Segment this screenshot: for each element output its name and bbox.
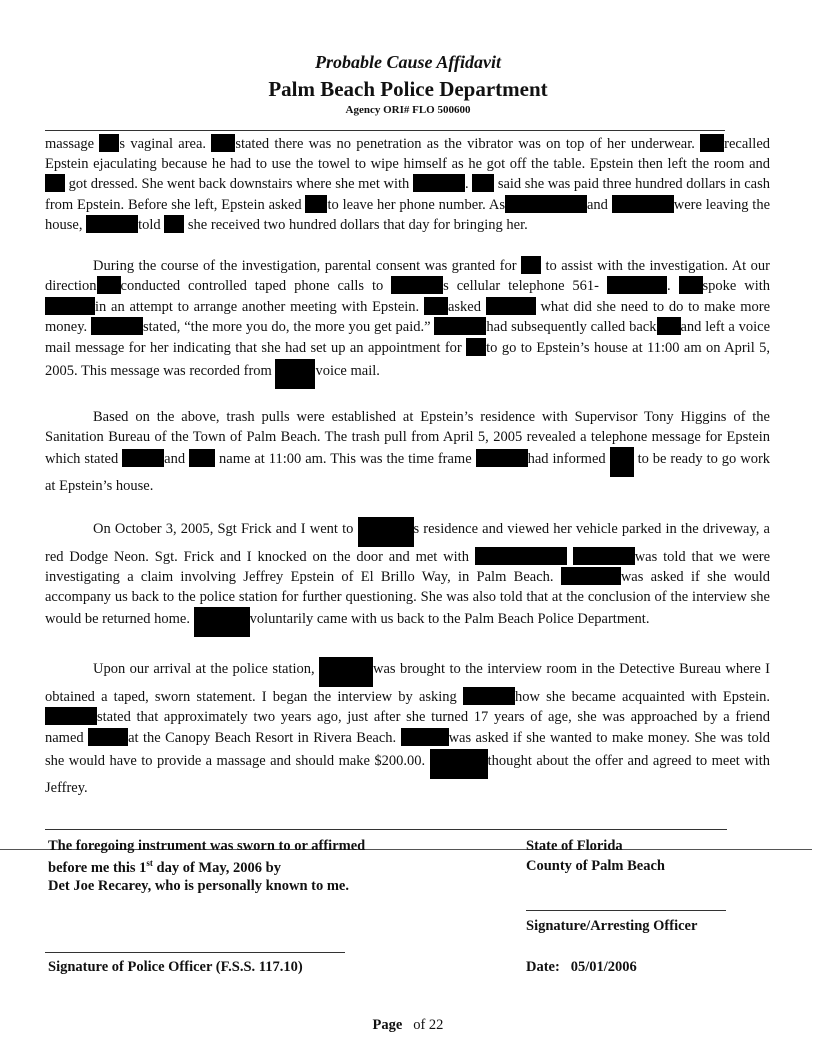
redaction-block [189, 449, 215, 467]
redaction-block [122, 449, 164, 467]
redaction-block [211, 134, 235, 152]
text-segment: was told that we were investigating a claim involving Jeffrey Epstein of El Brillo Way, in Palm Beach. [45, 548, 771, 586]
redaction-block [463, 687, 515, 705]
arresting-officer-signature-label: Signature/Arresting Officer [526, 918, 698, 934]
redaction-block [424, 297, 448, 315]
redaction-block [657, 317, 681, 335]
redaction-block [319, 657, 373, 687]
redaction-block [45, 297, 95, 315]
paragraph-1 [45, 134, 770, 236]
text-segment: to go to Epstein’s house at 11:00 am on April 5, 2005. This message was recorded from [45, 339, 771, 379]
text-segment: and left a voice mail message for her indicating that she had set up an appointment for [45, 319, 771, 356]
department-name: Palm Beach Police Department [268, 77, 548, 101]
jurat-top-rule [45, 829, 727, 830]
redaction-block [472, 174, 494, 192]
header-rule [45, 130, 725, 131]
text-segment: got dressed. She went back downstairs where she met with [68, 176, 410, 193]
redaction-block [505, 195, 587, 213]
text-segment: Based on the above, trash pulls were established at Epstein’s residence with Supervisor Tony Higgins of the Sanitation Bureau of the Town of Palm Beach. The trash pull from April 5, 2005 revealed a telephone message for Epstein which stated [45, 409, 770, 468]
agency-ori: Agency ORI# FLO 500600 [345, 104, 471, 116]
redaction-block [86, 215, 138, 233]
text-segment: Upon our arrival at the police station, [93, 660, 315, 677]
redaction-block [358, 517, 414, 547]
page-number [0, 1017, 816, 1034]
redaction-block [607, 276, 667, 294]
text-segment: at the Canopy Beach Resort in Rivera Beach. [128, 730, 397, 747]
redaction-block [610, 447, 634, 477]
text-segment: to assist with the investigation. At our direction [45, 257, 771, 295]
text-segment: she received two hundred dollars that day for bringing her. [187, 217, 528, 234]
text-segment: massage [45, 136, 95, 152]
state-label: State of Florida [526, 838, 623, 854]
redaction-block [573, 547, 635, 565]
text-segment: was asked if she wanted to make money. She was told she would have to provide a massage and should make $200.00. [45, 730, 771, 769]
paragraph-2 [45, 256, 770, 389]
text-segment: thought about the offer and agreed to meet with Jeffrey. [45, 752, 771, 796]
redaction-block [99, 134, 119, 152]
date-field [526, 959, 637, 976]
paragraph-5 [45, 657, 770, 798]
redaction-block [486, 297, 536, 315]
date-label: Date: [526, 959, 560, 975]
jurat-line-1: The foregoing instrument was sworn to or affirmed [48, 838, 366, 854]
text-segment: and [164, 451, 186, 468]
redaction-block [45, 174, 65, 192]
police-signature-line [45, 952, 345, 953]
text-segment: stated that approximately two years ago, just after she turned 17 years of age, she was approached by a friend named [45, 709, 770, 747]
text-segment: . [666, 278, 671, 295]
redaction-block [305, 195, 327, 213]
text-segment: were leaving the house, [45, 196, 771, 234]
text-segment: and [586, 196, 608, 213]
redaction-block [466, 338, 486, 356]
text-segment: s residence and viewed her vehicle parked in the driveway, a red Dodge Neon. Sgt. Frick and I knocked on the door and met with [45, 520, 770, 565]
text-segment: had informed [527, 451, 606, 468]
redaction-block [413, 174, 465, 192]
text-segment: During the course of the investigation, parental consent was granted for [93, 257, 517, 274]
text-segment: in an attempt to arrange another meeting with Epstein. [95, 298, 420, 315]
text-segment: asked [447, 298, 481, 315]
redaction-block [430, 749, 488, 779]
text-segment: voluntarily came with us back to the Palm Beach Police Department. [249, 611, 650, 628]
redaction-block [45, 707, 97, 725]
text-segment: told [138, 217, 161, 234]
redaction-block [391, 276, 443, 294]
redaction-block [91, 317, 143, 335]
jurat-date-text: day of May, 2006 by [152, 859, 281, 876]
jurat-date-text: before me this 1 [48, 859, 147, 876]
text-segment: stated, “the more you do, the more you get paid.” [142, 319, 431, 336]
arresting-signature-line [526, 910, 726, 911]
text-segment: recalled Epstein ejaculating because he had to use the towel to wipe himself as he got off the table. Epstein then left the room and [45, 136, 771, 172]
page-total: of 22 [413, 1017, 444, 1033]
redaction-block [521, 256, 541, 274]
text-segment: to be ready to go work at Epstein’s house. [45, 451, 771, 495]
affidavit-title: Probable Cause Affidavit [315, 52, 501, 72]
text-segment: s vaginal area. [119, 136, 207, 152]
page-label: Page [372, 1017, 403, 1033]
text-segment: voice mail. [315, 362, 380, 379]
text-segment: name at 11:00 am. This was the time frame [219, 451, 472, 468]
date-value: 05/01/2006 [570, 959, 637, 975]
text-segment: conducted controlled taped phone calls to [120, 278, 384, 295]
redaction-block [475, 547, 567, 565]
redaction-block [401, 728, 449, 746]
text-segment: s cellular telephone 561- [443, 278, 600, 295]
text-segment: to leave her phone number. As [327, 196, 505, 213]
redaction-block [612, 195, 674, 213]
redaction-block [561, 567, 621, 585]
text-segment: stated there was no penetration as the vibrator was on top of her underwear. [235, 136, 695, 152]
redaction-block [700, 134, 724, 152]
county-label: County of Palm Beach [526, 858, 665, 874]
text-segment: had subsequently called back [486, 319, 657, 336]
text-segment: On October 3, 2005, Sgt Frick and I went to [93, 520, 354, 537]
redaction-block [164, 215, 184, 233]
text-segment: how she became acquainted with Epstein. [514, 688, 770, 705]
affidavit-body [45, 134, 770, 798]
jurat-line-3: Det Joe Recarey, who is personally known to me. [48, 878, 349, 894]
redaction-block [88, 728, 128, 746]
text-segment: was brought to the interview room in the Detective Bureau where I obtained a taped, sworn statement. I began the interview by asking [45, 660, 770, 705]
paragraph-4 [45, 517, 770, 638]
redaction-block [434, 317, 486, 335]
redaction-block [97, 276, 121, 294]
paragraph-3 [45, 408, 770, 497]
text-segment: what did she need to do to make more money. [45, 298, 771, 336]
redaction-block [476, 449, 528, 467]
redaction-block [679, 276, 703, 294]
jurat-line-2 [48, 858, 281, 877]
text-segment: spoke with [702, 278, 771, 295]
text-segment: was asked if she would accompany us back to the police station for further questioning. She was also told that at the conclusion of the interview she would be returned home. [45, 569, 770, 628]
jurat-superscript: st [146, 858, 153, 868]
police-officer-signature-label: Signature of Police Officer (F.S.S. 117.10) [48, 959, 303, 975]
redaction-block [194, 607, 250, 637]
text-segment: . [464, 176, 469, 193]
redaction-block [275, 359, 315, 389]
text-segment: said she was paid three hundred dollars in cash from Epstein. Before she left, Epstein asked [45, 176, 771, 213]
